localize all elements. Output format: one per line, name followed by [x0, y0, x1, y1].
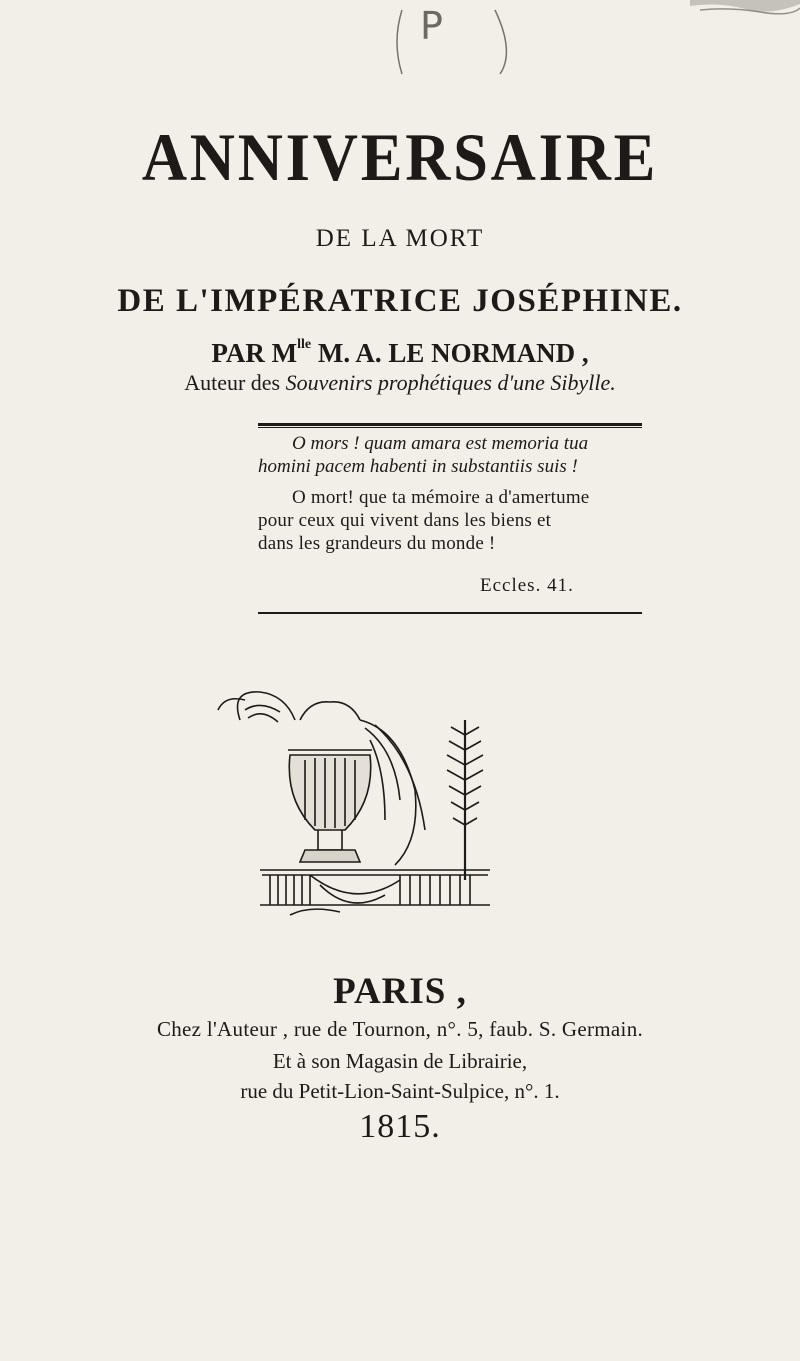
epigraph-french-line-2: pour ceux qui vivent dans les biens et	[258, 510, 552, 531]
epigraph-french-line-3: dans les grandeurs du monde !	[258, 533, 496, 554]
imprint-line-2: Et à son Magasin de Librairie,	[272, 1049, 528, 1073]
author-name: M. A. LE NORMAND ,	[311, 338, 589, 368]
author-line	[0, 338, 800, 369]
title-line-mort: DE LA MORT	[315, 225, 485, 252]
imprint-line-1: Chez l'Auteur , rue de Tournon, n°. 5, faub. S. Germain.	[156, 1017, 644, 1041]
epigraph-latin-line-1: O mors ! quam amara est memoria tua	[292, 433, 589, 454]
library-stamp	[390, 2, 520, 82]
subtitle-lead: Auteur des	[184, 370, 286, 395]
epigraph-latin	[258, 432, 642, 478]
author-honorific: lle	[297, 337, 312, 352]
subtitle-work: Souvenirs prophétiques d'une Sibylle.	[285, 370, 616, 395]
imprint-line-3: rue du Petit-Lion-Saint-Sulpice, n°. 1.	[240, 1079, 560, 1103]
epigraph-top-rule	[258, 423, 642, 426]
epigraph-french-line-1: O mort! que ta mémoire a d'amertume	[292, 487, 590, 508]
author-prefix: PAR M	[211, 338, 298, 368]
epigraph-french	[258, 486, 642, 555]
author-subtitle	[0, 370, 800, 396]
epigraph-latin-line-2: homini pacem habenti in substantiis suis !	[258, 456, 578, 477]
epigraph-reference: Eccles. 41.	[480, 575, 574, 596]
corner-stain	[690, 0, 800, 18]
title-line-josephine: DE L'IMPÉRATRICE JOSÉPHINE.	[117, 283, 683, 319]
imprint-city: PARIS ,	[333, 971, 467, 1012]
stamp-letter: P	[420, 4, 443, 48]
epigraph-bottom-rule	[258, 612, 642, 614]
urn-vignette-icon	[200, 680, 500, 920]
main-title: ANNIVERSAIRE	[141, 119, 659, 195]
epigraph-top-rule-thin	[258, 427, 642, 428]
imprint-year: 1815.	[359, 1108, 441, 1145]
